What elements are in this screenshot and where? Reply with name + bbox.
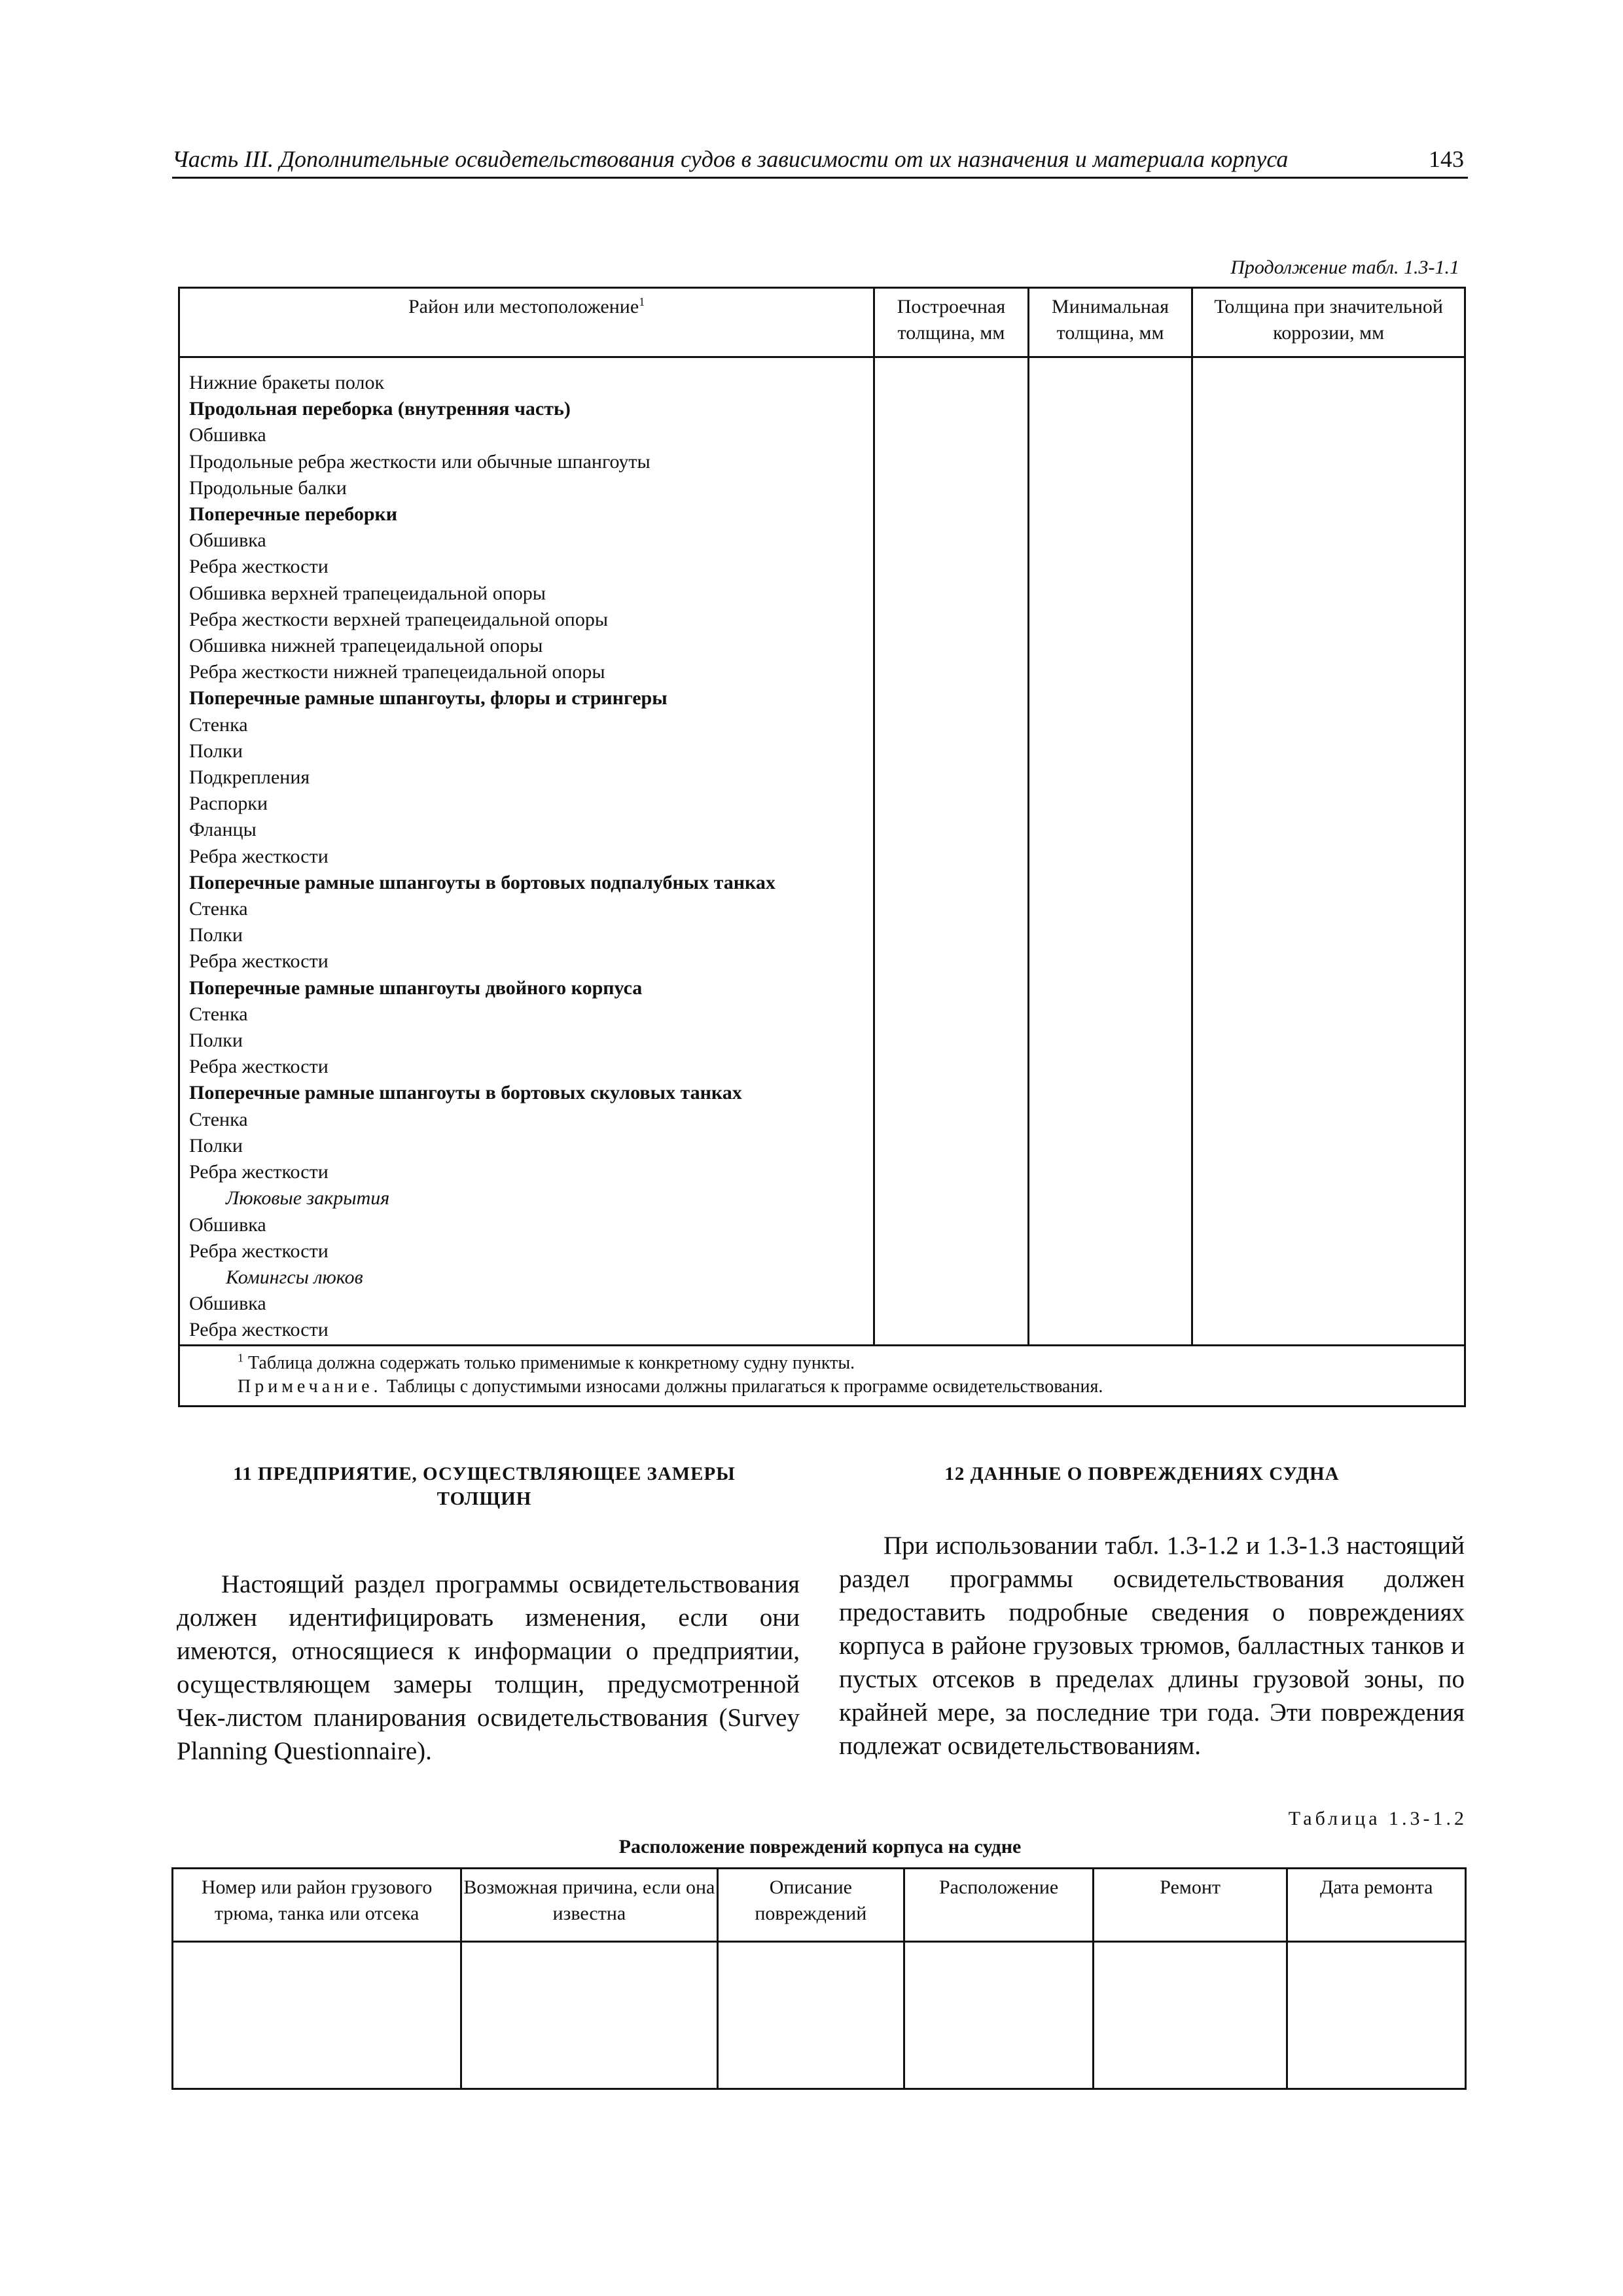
column-header-min-thickness: Минимальная толщина, мм [1028, 288, 1192, 357]
section-11-heading: 11 ПРЕДПРИЯТИЕ, ОСУЩЕСТВЛЯЮЩЕЕ ЗАМЕРЫ ТОЛЩИН [233, 1463, 736, 1509]
table-cell [461, 1942, 717, 2089]
location-item: Обшивка [189, 1213, 266, 1236]
location-item: Ребра жесткости [189, 1161, 329, 1183]
table-2-title: Расположение повреждений корпуса на судне [618, 1836, 1022, 1857]
table-continuation-caption: Продолжение табл. 1.3-1.1 [1230, 257, 1459, 278]
damage-table-empty-row [173, 1942, 1466, 2089]
location-item: Полки [189, 740, 243, 762]
column-header-repair-date: Дата ремонта [1287, 1869, 1466, 1942]
note-text: Таблицы с допустимыми износами должны прилагаться к программе освидетельствования. [386, 1376, 1103, 1397]
column-header-corrosion-thickness: Толщина при значительной коррозии, мм [1192, 288, 1465, 357]
location-group-heading: Поперечные рамные шпангоуты двойного корпуса [189, 977, 643, 999]
location-list [180, 358, 873, 1344]
location-item: Нижние бракеты полок [189, 372, 385, 393]
table-notes-row [179, 1346, 1465, 1407]
location-item: Обшивка [189, 1293, 266, 1315]
table-2-label: Таблица 1.3-1.2 [1288, 1808, 1467, 1829]
location-item: Полки [189, 1030, 243, 1052]
location-subgroup-heading: Люковые закрытия [226, 1187, 390, 1210]
damage-table-header-row [173, 1869, 1466, 1942]
table-note [238, 1375, 1464, 1399]
location-item: Обшивка [189, 424, 266, 446]
location-item: Обшивка верхней трапецеидальной опоры [189, 582, 546, 604]
location-item: Стенка [189, 1003, 248, 1025]
location-item: Обшивка [189, 529, 266, 552]
min-thickness-cell [1028, 357, 1192, 1346]
section-12-heading: 12 ДАННЫЕ О ПОВРЕЖДЕНИЯХ СУДНА [944, 1463, 1340, 1484]
location-item: Ребра жесткости нижней трапецеидальной опоры [189, 661, 605, 683]
location-item: Обшивка нижней трапецеидальной опоры [189, 635, 543, 657]
location-cell [179, 357, 874, 1346]
column-header-compartment: Номер или район грузового трюма, танка или отсека [173, 1869, 461, 1942]
table-cell [1287, 1942, 1466, 2089]
location-item: Фланцы [189, 819, 257, 841]
location-item: Полки [189, 924, 243, 946]
built-thickness-cell [874, 357, 1029, 1346]
location-item: Полки [189, 1134, 243, 1157]
location-group-heading: Поперечные рамные шпангоуты в бортовых подпалубных танках [189, 871, 776, 893]
location-item: Ребра жесткости [189, 950, 329, 973]
column-header-repair: Ремонт [1093, 1869, 1287, 1942]
thickness-table [178, 287, 1466, 1407]
location-item: Ребра жесткости [189, 1319, 329, 1341]
location-item: Стенка [189, 713, 248, 736]
location-item: Ребра жесткости [189, 1056, 329, 1078]
column-header-cause: Возможная причина, если она известна [461, 1869, 717, 1942]
location-group-heading: Поперечные рамные шпангоуты в бортовых скуловых танках [189, 1082, 742, 1104]
column-header-location: Район или местоположение$^1$ [179, 288, 874, 357]
note-label: Примечание. [238, 1376, 382, 1397]
table-notes [179, 1346, 1465, 1407]
table-footnote: $^1$ Таблица должна содержать только применимые к конкретному судну пункты. [238, 1351, 855, 1373]
running-header [172, 143, 1468, 179]
section-11-text: Настоящий раздел программы освидетельствования должен идентифицировать изменения, если они имеются, относящиеся к информации о предприятии, осуществляющем замеры толщин, предусмотренной Чек-листом планирования освидетельствования (Survey Planning Questionnaire). [177, 1570, 800, 1765]
location-item: Ребра жесткости верхней трапецеидальной опоры [189, 608, 609, 630]
column-header-description: Описание повреждений [717, 1869, 904, 1942]
table-cell [904, 1942, 1094, 2089]
location-item: Ребра жесткости [189, 1240, 329, 1262]
location-group-heading: Поперечные рамные шпангоуты, флоры и стрингеры [189, 687, 668, 709]
location-group-heading: Продольная переборка (внутренняя часть) [189, 398, 571, 420]
column-header-location: Расположение [904, 1869, 1094, 1942]
section-12-text: При использовании табл. 1.3-1.2 и 1.3-1.3 настоящий раздел программы освидетельствования должен предоставить подробные сведения о повреждениях корпуса в районе грузовых трюмов, балластных танков и пустых отсеков в пределах длины грузовой зоны, по крайней мере, за последние три года. Эти повреждения подлежат освидетельствованиям. [839, 1532, 1465, 1760]
table-body-row [179, 357, 1465, 1346]
table-cell [717, 1942, 904, 2089]
location-subgroup-heading: Комингсы люков [226, 1266, 363, 1288]
damage-table [171, 1867, 1467, 2090]
running-title: Часть III. Дополнительные освидетельствования судов в зависимости от их назначения и материала корпуса [172, 146, 1289, 172]
table-cell [1093, 1942, 1287, 2089]
location-item: Ребра жесткости [189, 556, 329, 578]
footnote-mark: 1 [639, 295, 645, 308]
location-item: Подкрепления [189, 766, 310, 789]
page-number: 143 [1429, 146, 1464, 172]
location-group-heading: Поперечные переборки [189, 503, 398, 526]
location-item: Стенка [189, 898, 248, 920]
column-header-built-thickness: Построечная толщина, мм [874, 288, 1029, 357]
location-item: Продольные ребра жесткости или обычные шпангоуты [189, 450, 651, 473]
table-cell [173, 1942, 461, 2089]
table-header-row [179, 288, 1465, 357]
location-item: Распорки [189, 793, 268, 815]
location-item: Стенка [189, 1108, 248, 1130]
location-item: Ребра жесткости [189, 845, 329, 867]
location-item: Продольные балки [189, 476, 347, 499]
corrosion-thickness-cell [1192, 357, 1465, 1346]
